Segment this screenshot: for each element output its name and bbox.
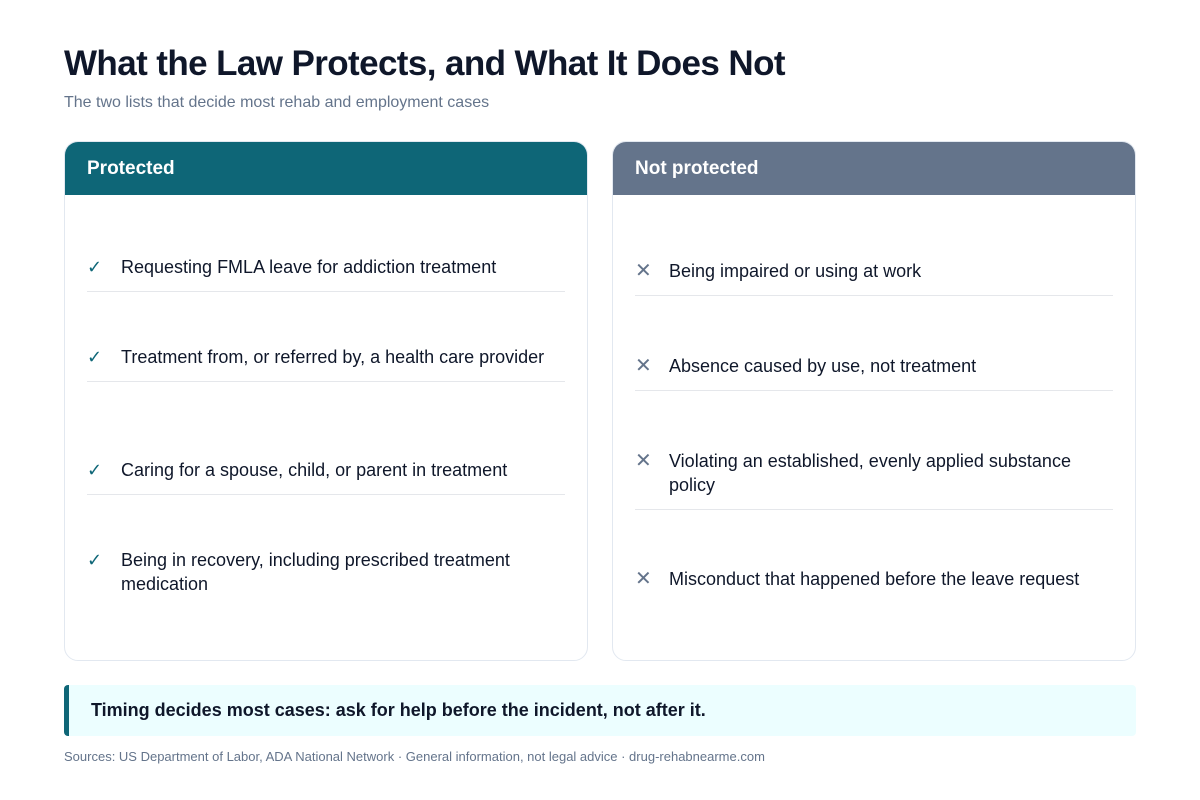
cross-icon: ✕ (635, 260, 652, 282)
cross-icon: ✕ (635, 450, 652, 472)
protected-item-text: Treatment from, or referred by, a health care provider (121, 347, 545, 367)
protected-item (87, 548, 565, 608)
check-icon: ✓ (87, 460, 103, 480)
not-protected-card (612, 141, 1136, 661)
not-protected-item (635, 259, 1113, 296)
protected-card-header: Protected (65, 142, 587, 195)
protected-item (87, 345, 565, 382)
not-protected-item-text: Misconduct that happened before the leave request (669, 569, 1080, 589)
page-title: What the Law Protects, and What It Does Not (64, 44, 785, 83)
page-subtitle: The two lists that decide most rehab and employment cases (64, 94, 490, 111)
not-protected-item (635, 354, 1113, 391)
check-icon: ✓ (87, 550, 103, 570)
sources-footer: Sources: US Department of Labor, ADA National Network · General information, not legal advice · drug-rehabnearme.com (64, 749, 765, 764)
cross-icon: ✕ (635, 355, 652, 377)
protected-list (65, 195, 587, 661)
protected-item-text: Caring for a spouse, child, or parent in treatment (121, 460, 508, 480)
timing-callout: Timing decides most cases: ask for help before the incident, not after it. (64, 685, 1136, 736)
protected-card (64, 141, 588, 661)
not-protected-card-header: Not protected (613, 142, 1135, 195)
protected-item (87, 458, 565, 495)
protected-item-text: Being in recovery, including prescribed treatment medication (121, 550, 510, 594)
not-protected-item (635, 449, 1113, 510)
not-protected-item-text: Violating an established, evenly applied substance policy (669, 451, 1071, 495)
protected-item-text: Requesting FMLA leave for addiction treatment (121, 257, 497, 277)
not-protected-list (613, 195, 1135, 661)
check-icon: ✓ (87, 257, 103, 277)
cross-icon: ✕ (635, 568, 652, 590)
not-protected-item (635, 567, 1113, 603)
not-protected-item-text: Absence caused by use, not treatment (669, 356, 977, 376)
protected-item (87, 255, 565, 292)
not-protected-item-text: Being impaired or using at work (669, 261, 922, 281)
check-icon: ✓ (87, 347, 103, 367)
